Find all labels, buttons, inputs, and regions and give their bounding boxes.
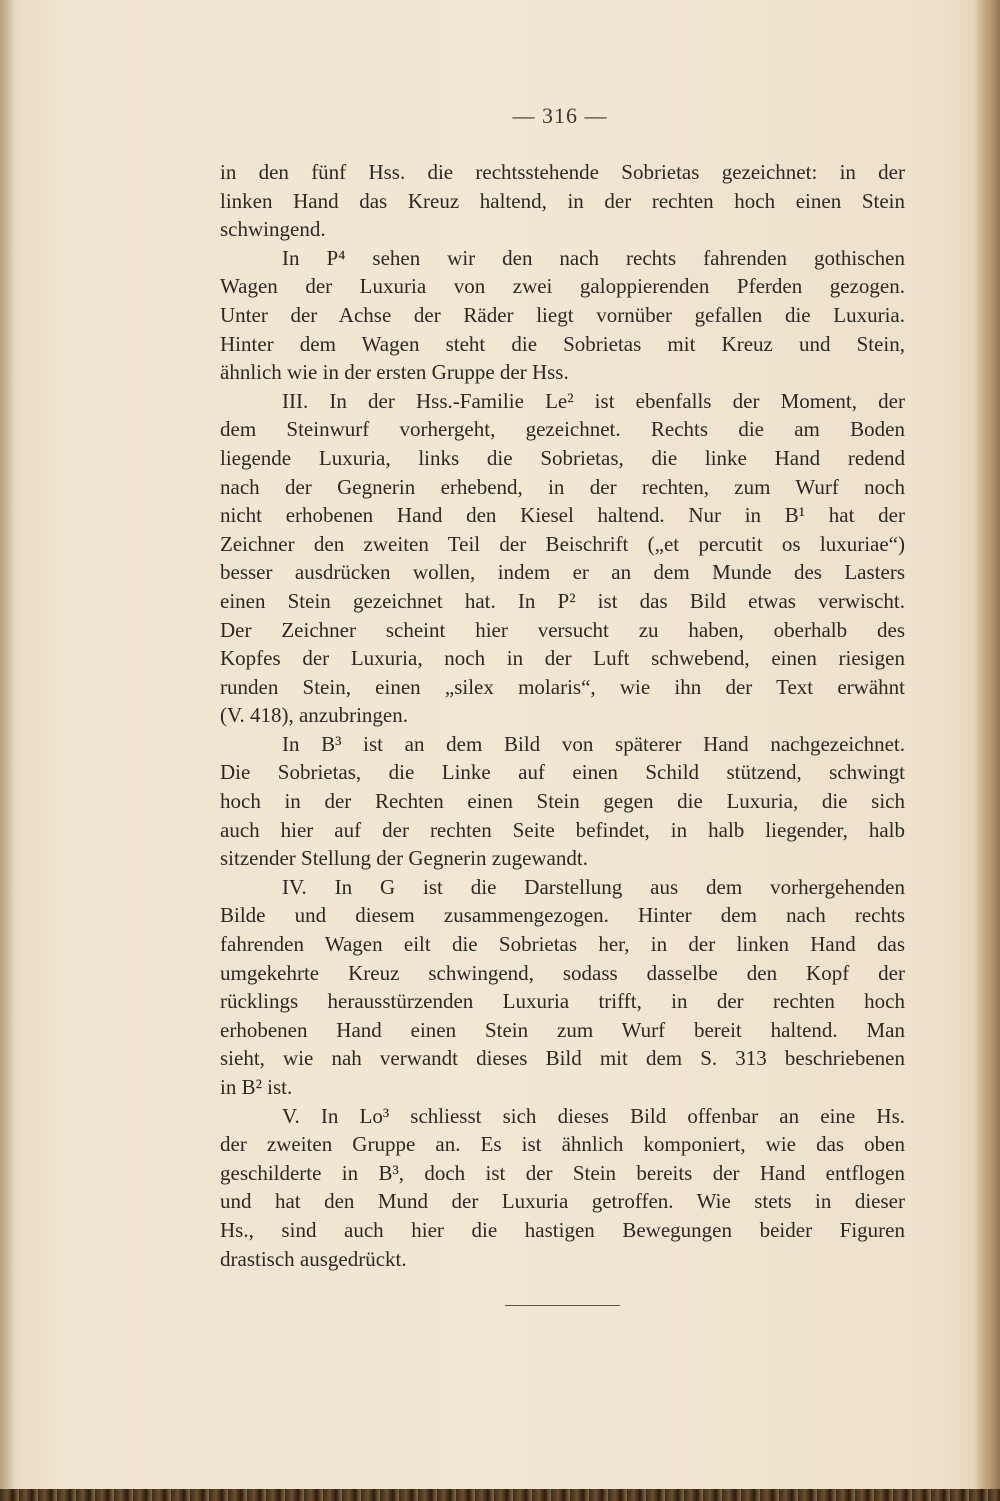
text-line: geschilderte in B³, doch ist der Stein bereits der Hand entflogen <box>220 1160 905 1185</box>
text-line: In P⁴ sehen wir den nach rechts fahrenden gothischen <box>282 245 905 270</box>
text-line: und hat den Mund der Luxuria getroffen. Wie stets in dieser <box>220 1189 905 1214</box>
text-line: ähnlich wie in der ersten Gruppe der Hss. <box>220 360 569 385</box>
text-line: (V. 418), anzubringen. <box>220 703 408 728</box>
binding-edge <box>0 1489 1000 1501</box>
text-line: V. In Lo³ schliesst sich dieses Bild offenbar an eine Hs. <box>282 1103 905 1128</box>
text-line: sieht, wie nah verwandt dieses Bild mit dem S. 313 beschriebenen <box>220 1046 905 1071</box>
text-line: nicht erhobenen Hand den Kiesel haltend. Nur in B¹ hat der <box>220 503 905 528</box>
text-line: runden Stein, einen „silex molaris“, wie ihn der Text erwähnt <box>220 674 905 699</box>
text-line: schwingend. <box>220 217 326 242</box>
text-line: besser ausdrücken wollen, indem er an dem Munde des Lasters <box>220 560 905 585</box>
body-text <box>220 158 905 1273</box>
text-line: Hinter dem Wagen steht die Sobrietas mit Kreuz und Stein, <box>220 331 905 356</box>
text-line: drastisch ausgedrückt. <box>220 1246 407 1271</box>
text-line: erhobenen Hand einen Stein zum Wurf bereit haltend. Man <box>220 1017 905 1042</box>
text-line: Zeichner den zweiten Teil der Beischrift („et percutit os luxuriae“) <box>220 531 905 556</box>
spine-shadow <box>0 0 14 1501</box>
text-line: umgekehrte Kreuz schwingend, sodass dasselbe den Kopf der <box>220 960 905 985</box>
text-line: nach der Gegnerin erhebend, in der rechten, zum Wurf noch <box>220 474 905 499</box>
text-line: fahrenden Wagen eilt die Sobrietas her, in der linken Hand das <box>220 932 905 957</box>
text-line: sitzender Stellung der Gegnerin zugewandt. <box>220 846 588 871</box>
text-line: in B² ist. <box>220 1075 293 1099</box>
text-line: dem Steinwurf vorhergeht, gezeichnet. Rechts die am Boden <box>220 417 905 442</box>
text-line: Der Zeichner scheint hier versucht zu haben, oberhalb des <box>220 617 905 642</box>
text-line: hoch in der Rechten einen Stein gegen die Luxuria, die sich <box>220 789 905 814</box>
text-line: Die Sobrietas, die Linke auf einen Schild stützend, schwingt <box>220 760 905 785</box>
text-line: III. In der Hss.-Familie Le² ist ebenfalls der Moment, der <box>282 388 905 413</box>
text-line: Unter der Achse der Räder liegt vornüber gefallen die Luxuria. <box>220 302 905 327</box>
text-line: linken Hand das Kreuz haltend, in der rechten hoch einen Stein <box>220 188 905 213</box>
text-line: liegende Luxuria, links die Sobrietas, die linke Hand redend <box>220 445 905 470</box>
text-line: Wagen der Luxuria von zwei galoppierenden Pferden gezogen. <box>220 274 905 299</box>
text-line: IV. In G ist die Darstellung aus dem vorhergehenden <box>282 874 905 899</box>
text-line: einen Stein gezeichnet hat. In P² ist das Bild etwas verwischt. <box>220 588 905 613</box>
text-line: Hs., sind auch hier die hastigen Bewegungen beider Figuren <box>220 1217 905 1242</box>
text-line: rücklings herausstürzenden Luxuria trifft, in der rechten hoch <box>220 989 905 1014</box>
text-line: Kopfes der Luxuria, noch in der Luft schwebend, einen riesigen <box>220 646 905 671</box>
page-number: — 316 — <box>512 103 608 128</box>
text-line: der zweiten Gruppe an. Es ist ähnlich komponiert, wie das oben <box>220 1132 905 1157</box>
text-line: Bilde und diesem zusammengezogen. Hinter dem nach rechts <box>220 903 905 928</box>
end-rule <box>505 1305 620 1306</box>
text-line: in den fünf Hss. die rechtsstehende Sobrietas gezeichnet: in der <box>220 160 905 184</box>
text-line: In B³ ist an dem Bild von späterer Hand nachgezeichnet. <box>282 731 905 756</box>
page-edge <box>974 0 1000 1501</box>
text-line: auch hier auf der rechten Seite befindet, in halb liegender, halb <box>220 817 905 842</box>
